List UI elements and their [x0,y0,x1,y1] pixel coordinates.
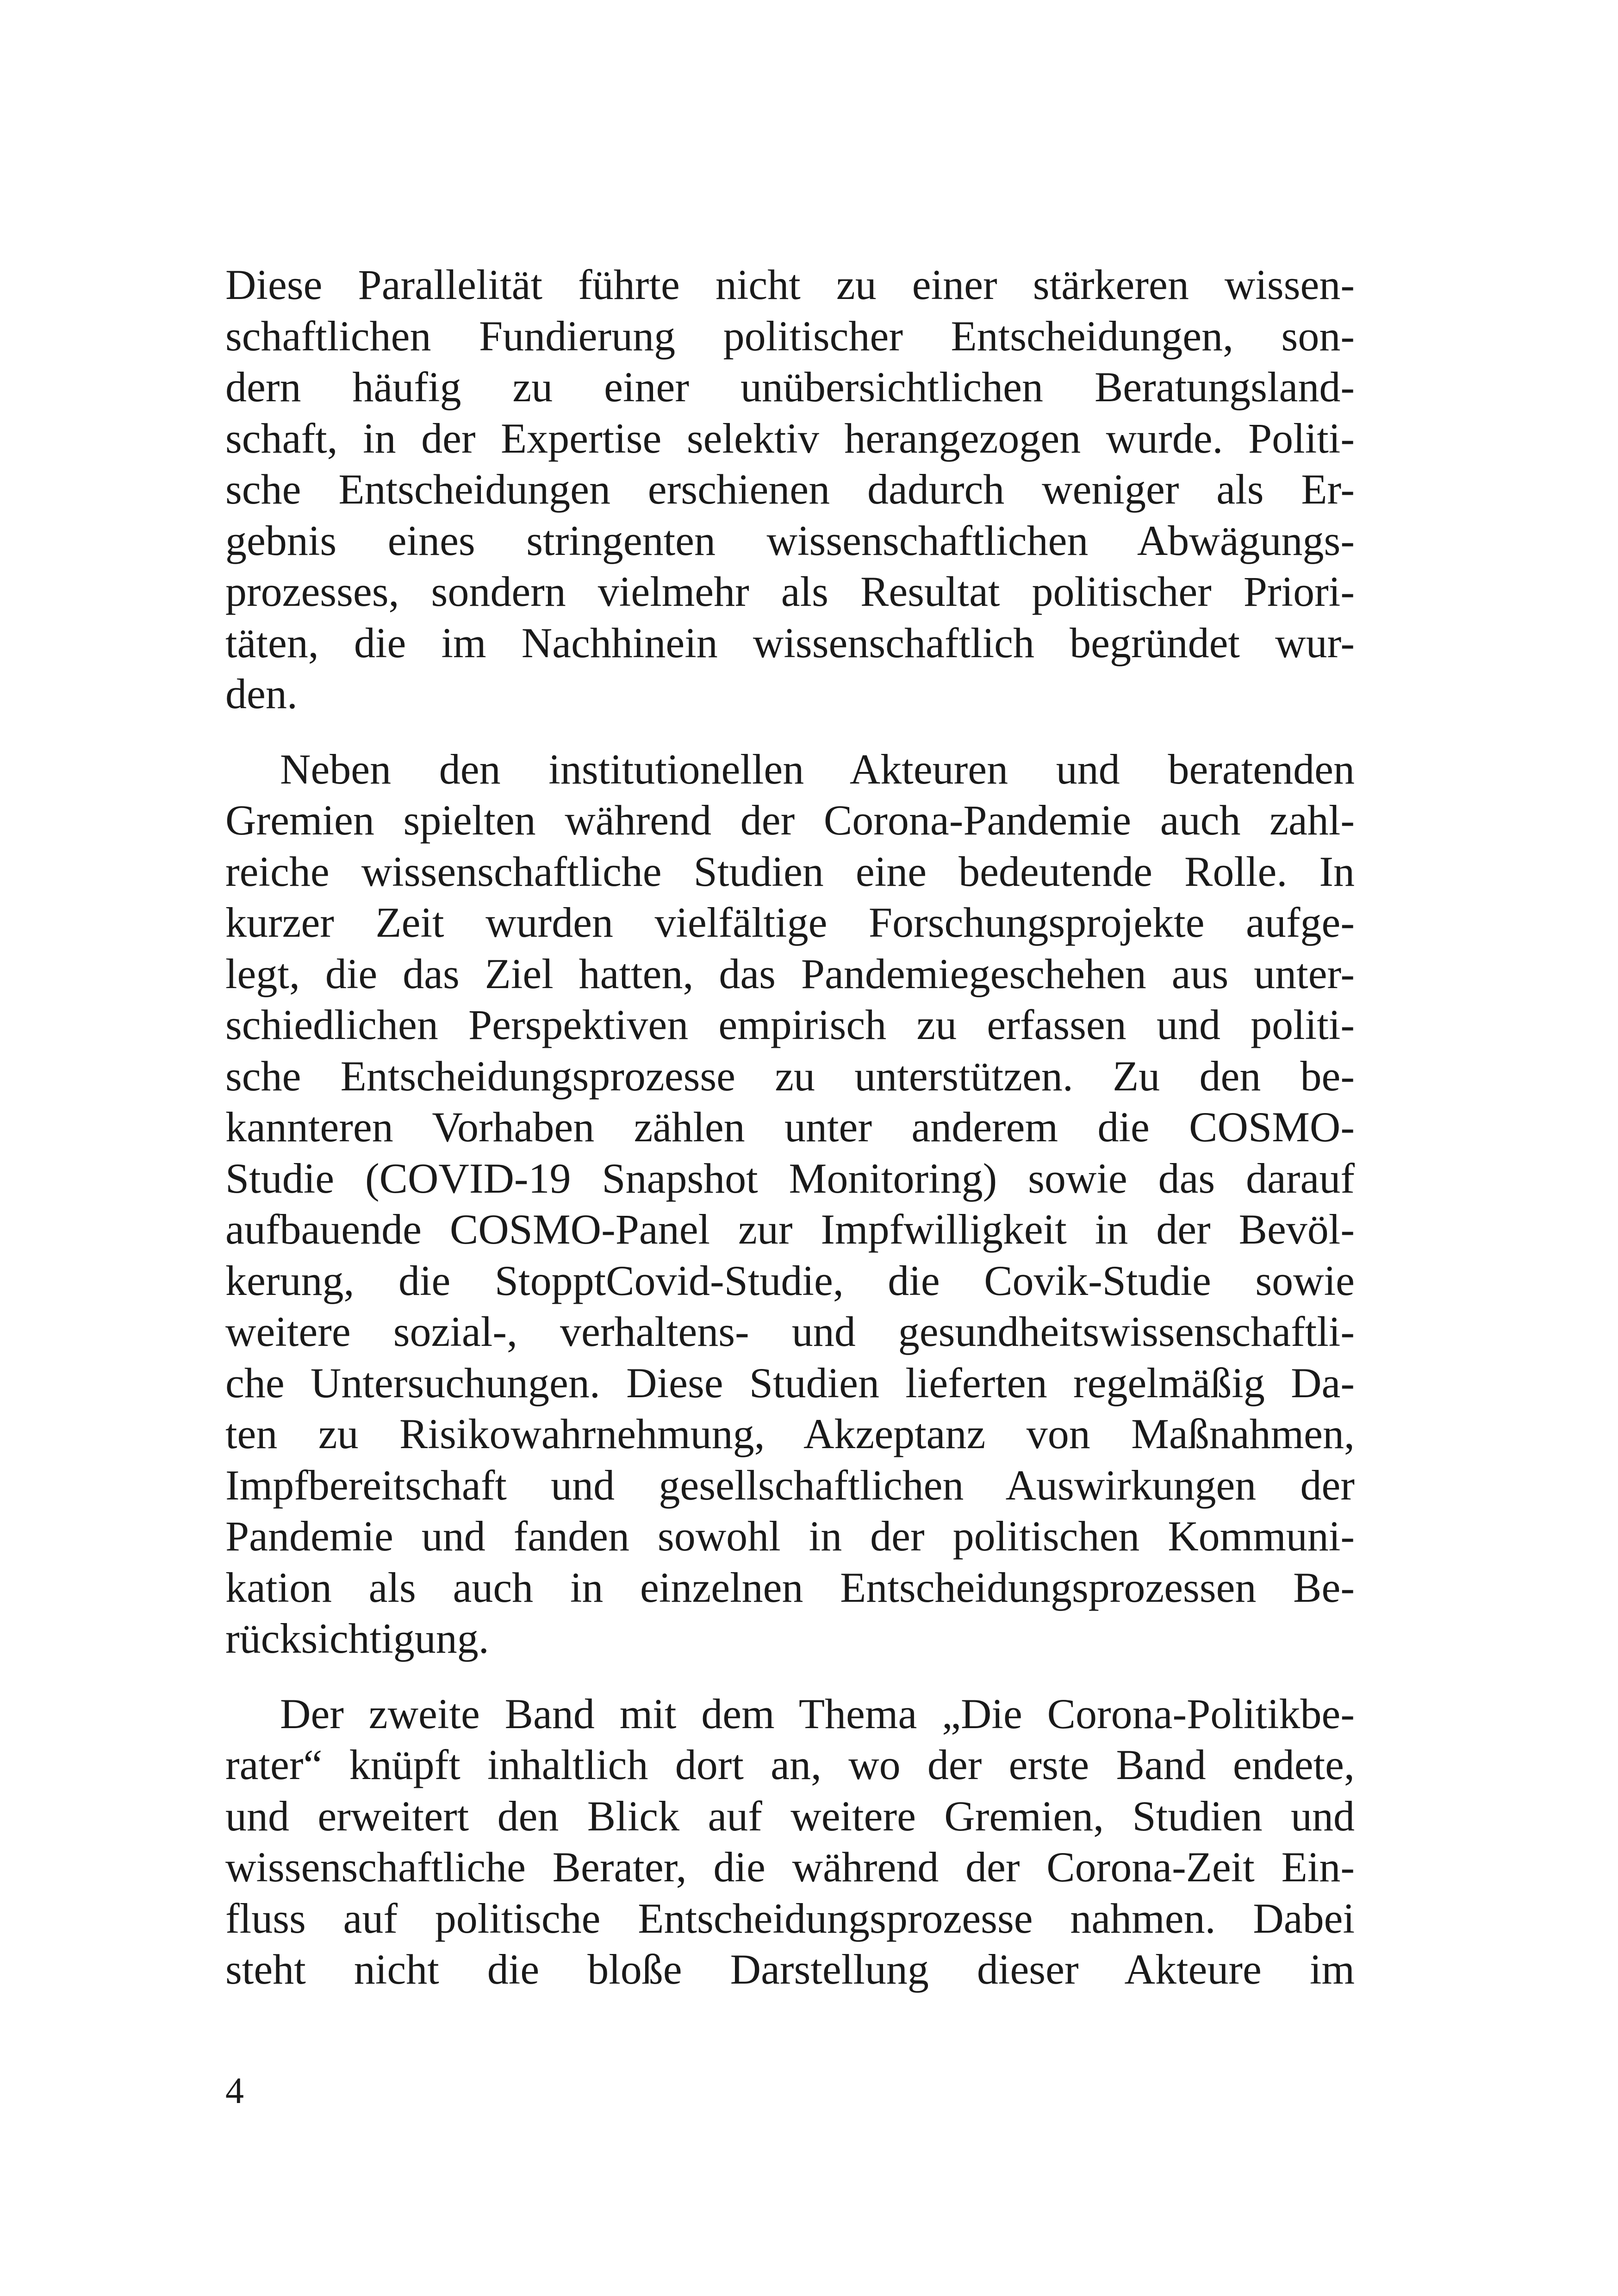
text-line: kurzer Zeit wurden vielfältige Forschungsprojekte aufge- [225,899,1355,946]
text-line: Pandemie und fanden sowohl in der politischen Kommuni- [225,1512,1355,1560]
text-line: Impfbereitschaft und gesellschaftlichen Auswirkungen der [225,1461,1355,1509]
text-line: kation als auch in einzelnen Entscheidungsprozessen Be- [225,1563,1355,1611]
text-line: kannteren Vorhaben zählen unter anderem die COSMO- [225,1103,1355,1151]
text-line: rater“ knüpft inhaltlich dort an, wo der erste Band endete, [225,1741,1355,1788]
text-line: den. [225,670,298,717]
text-line: kerung, die StopptCovid-Studie, die Covik-Studie sowie [225,1257,1355,1304]
paragraph-gap [225,720,1355,744]
text-line: ten zu Risikowahrnehmung, Akzeptanz von Maßnahmen, [225,1410,1355,1457]
text-line: dern häufig zu einer unübersichtlichen Beratungsland- [225,363,1355,411]
text-line: schaft, in der Expertise selektiv herangezogen wurde. Politi- [225,414,1355,462]
text-line: Studie (COVID-19 Snapshot Monitoring) sowie das darauf [225,1154,1355,1202]
text-line: prozesses, sondern vielmehr als Resultat politischer Priori- [225,568,1355,615]
text-line: sche Entscheidungen erschienen dadurch weniger als Er- [225,466,1355,513]
text-line: Neben den institutionellen Akteuren und beratenden [280,745,1355,793]
text-line: legt, die das Ziel hatten, das Pandemiegeschehen aus unter- [225,950,1355,997]
paragraph-2 [225,744,1355,1664]
text-line: gebnis eines stringenten wissenschaftlichen Abwägungs- [225,516,1355,564]
text-line: schaftlichen Fundierung politischer Entscheidungen, son- [225,312,1355,360]
text-line: reiche wissenschaftliche Studien eine bedeutende Rolle. In [225,847,1355,895]
text-line: Diese Parallelität führte nicht zu einer stärkeren wissen- [225,261,1355,308]
text-line: schiedlichen Perspektiven empirisch zu erfassen und politi- [225,1001,1355,1048]
text-line: und erweitert den Blick auf weitere Gremien, Studien und [225,1792,1355,1840]
text-line: steht nicht die bloße Darstellung dieser Akteure im [225,1946,1355,1993]
page-number: 4 [225,2071,244,2111]
text-line: aufbauende COSMO-Panel zur Impfwilligkeit in der Bevöl- [225,1206,1355,1253]
text-line: che Untersuchungen. Diese Studien lieferten regelmäßig Da- [225,1359,1355,1406]
paragraph-3 [225,1688,1355,1995]
text-line: wissenschaftliche Berater, die während der Corona-Zeit Ein- [225,1843,1355,1891]
text-line: Gremien spielten während der Corona-Pandemie auch zahl- [225,796,1355,844]
body-text [225,259,1355,1995]
text-line: weitere sozial-, verhaltens- und gesundheitswissenschaftli- [225,1308,1355,1355]
text-line: fluss auf politische Entscheidungsprozesse nahmen. Dabei [225,1894,1355,1942]
text-line: rücksichtigung. [225,1615,489,1662]
text-line: sche Entscheidungsprozesse zu unterstützen. Zu den be- [225,1052,1355,1100]
text-line: Der zweite Band mit dem Thema „Die Corona-Politikbe- [280,1690,1355,1737]
paragraph-gap [225,1664,1355,1688]
text-line: täten, die im Nachhinein wissenschaftlich begründet wur- [225,619,1355,666]
paragraph-1 [225,259,1355,720]
